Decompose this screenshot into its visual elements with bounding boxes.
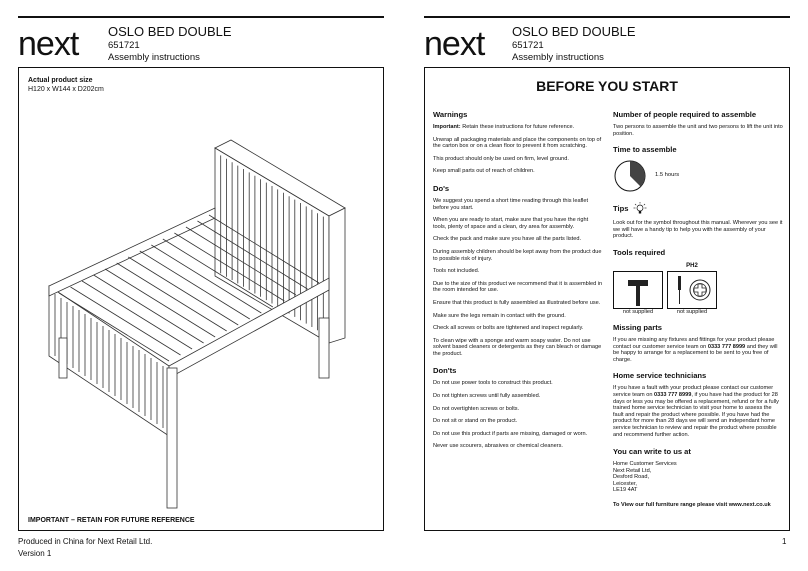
missing-parts-title: Missing parts <box>613 322 662 332</box>
dos-item: Make sure the legs remain in contact with the ground. <box>433 312 566 319</box>
next-logo-right: next <box>424 25 485 63</box>
screwdriver-tool <box>667 263 717 315</box>
screwdriver-type: PH2 <box>686 262 698 269</box>
left-footer-produced: Produced in China for Next Retail Ltd. <box>18 537 153 546</box>
left-column <box>433 110 603 456</box>
time-value: 1.5 hours <box>655 172 680 179</box>
warning-item: Keep small parts out of reach of children. <box>433 168 535 175</box>
product-size-label: Actual product size <box>28 77 93 84</box>
right-column <box>613 110 783 508</box>
dos-item: During assembly children should be kept away from the product due to possible risk of injury. <box>433 248 602 262</box>
tips-title: Tips <box>613 203 629 213</box>
donts-item: Do not use power tools to construct this product. <box>433 380 553 387</box>
address-line: Home Customer Services <box>613 461 677 468</box>
bed-illustration <box>19 68 383 530</box>
dos-item: We suggest you spend a short time reading through this leaflet before you start. <box>433 197 589 211</box>
warnings-title: Warnings <box>433 110 468 119</box>
left-top-rule <box>18 16 384 18</box>
hammer-tool <box>613 263 663 315</box>
dos-title: Do's <box>433 183 450 193</box>
address-line: Next Retail Ltd, <box>613 467 652 474</box>
donts-item: Never use scourers, abrasives or chemical cleaners. <box>433 443 563 450</box>
home-service-text: If you have a fault with your product please contact our customer service team on 0333 777 8999, if you have had the product for 28 days or less you may be offered a replacement, refund or for a fully trained home service technician to visit your home to assess the fault and repair the product where possible. If you have had the product for more than 28 days we will send an independant home service technician to review and repair the product where possible and recommend further action. <box>613 385 779 438</box>
donts-item: Do not tighten screws until fully assembled. <box>433 393 541 400</box>
right-product-code: 651721 <box>512 40 544 51</box>
address-line: Desford Road, <box>613 474 650 481</box>
right-product-title: OSLO BED DOUBLE <box>512 24 636 39</box>
tips-text: Look out for the symbol throughout this manual. Wherever you see it we will have a handy tip to help you with the assembly of your product. <box>613 220 783 240</box>
warning-item: Unwrap all packaging materials and place the components on top of the carton box or on a clean floor to prevent it from scratching. <box>433 136 602 150</box>
hammer-icon <box>614 272 662 308</box>
bed-slat <box>105 269 215 337</box>
tools-row <box>613 263 783 315</box>
address-block <box>613 461 783 494</box>
important-line: Important: Retain these instructions for future reference. <box>433 124 575 130</box>
next-logo: next <box>18 25 79 63</box>
donts-item: Do not overtighten screws or bolts. <box>433 405 520 412</box>
screwdriver-label: not supplied <box>676 308 708 315</box>
left-content-frame <box>18 67 384 531</box>
dos-item: Tools not included. <box>433 268 480 275</box>
retain-note: IMPORTANT – RETAIN FOR FUTURE REFERENCE <box>28 516 195 524</box>
donts-item: Do not sit or stand on the product. <box>433 418 518 425</box>
left-subtitle: Assembly instructions <box>108 52 200 63</box>
clock-icon <box>613 159 647 193</box>
dos-item: To clean wipe with a sponge and warm soapy water. Do not use solvent based cleaners or detergents as they can bleach or damage the product. <box>433 337 602 357</box>
tools-title: Tools required <box>613 247 666 257</box>
lightbulb-icon <box>632 201 648 215</box>
dos-item: When you are ready to start, make sure that you have the right tools, plenty of space and a clean, dry area for assembly. <box>433 217 589 230</box>
people-title: Number of people required to assemble <box>613 110 757 119</box>
left-footer-version: Version 1 <box>18 549 52 558</box>
bed-slat <box>117 263 227 331</box>
right-subtitle: Assembly instructions <box>512 52 604 63</box>
time-title: Time to assemble <box>613 145 677 155</box>
before-you-start-heading: BEFORE YOU START <box>536 78 678 94</box>
warning-item: This product should only be used on firm, level ground. <box>433 155 569 162</box>
website-note: To View our full furniture range please visit www.next.co.uk <box>613 502 771 509</box>
page-number: 1 <box>782 537 787 546</box>
right-content-frame <box>424 67 790 531</box>
hammer-label: not supplied <box>622 308 654 315</box>
time-block <box>613 159 783 193</box>
product-size-value: H120 x W144 x D202cm <box>28 86 104 93</box>
donts-title: Don'ts <box>433 366 457 376</box>
dos-item: Due to the size of this product we recommend that it is assembled in the room intended for use. <box>433 280 603 294</box>
missing-parts-text: If you are missing any fixtures and fittings for your product please contact our customer service team on 0333 777 8999 and they will be happy to arrange for a replacement to be sent to you free of charge. <box>613 336 778 363</box>
write-title: You can write to us at <box>613 447 691 457</box>
address-line: LE19 4AT <box>613 487 638 494</box>
right-top-rule <box>424 16 790 18</box>
left-product-code: 651721 <box>108 40 140 51</box>
dos-item: Ensure that this product is fully assembled as illustrated before use. <box>433 299 601 306</box>
people-text: Two persons to assemble the unit and two persons to lift the unit into position. <box>613 124 783 137</box>
home-service-title: Home service technicians <box>613 371 707 381</box>
donts-item: Do not use this product if parts are missing, damaged or worn. <box>433 430 588 437</box>
address-line: Leicester, <box>613 480 637 487</box>
dos-item: Check all screws or bolts are tightened and inspect regularly. <box>433 325 584 332</box>
dos-item: Check the pack and make sure you have all the parts listed. <box>433 236 582 243</box>
left-product-title: OSLO BED DOUBLE <box>108 24 232 39</box>
screwdriver-icon <box>668 272 716 308</box>
